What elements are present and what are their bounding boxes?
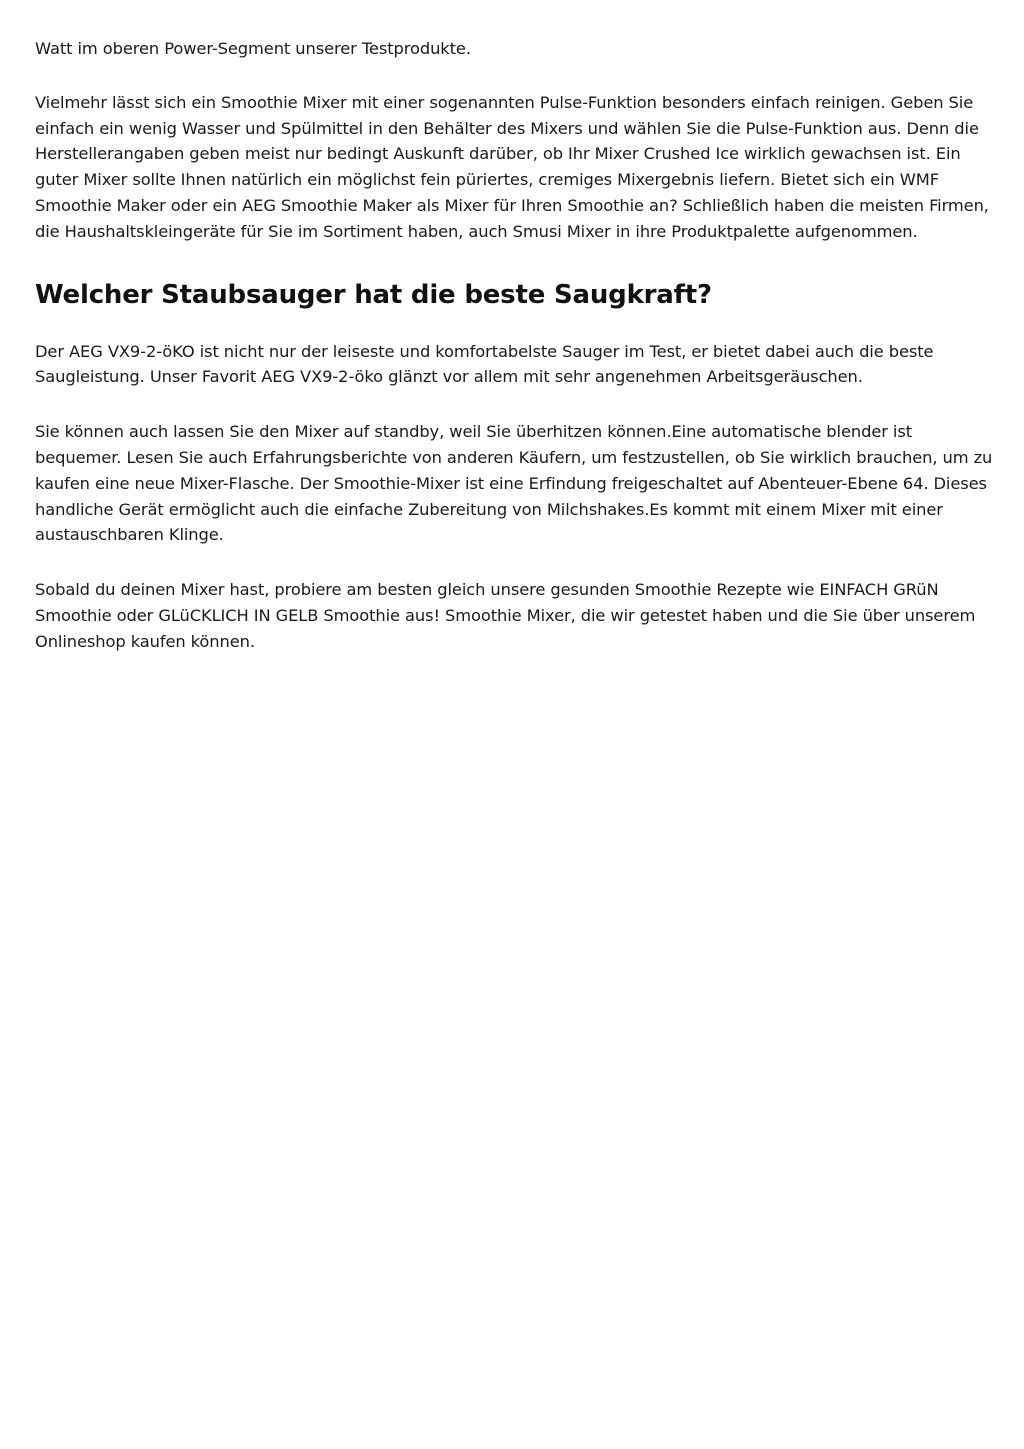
paragraph-watt: Watt im oberen Power-Segment unserer Testprodukte. [35,39,471,58]
document-page [35,36,993,655]
section-heading: Welcher Staubsauger hat die beste Saugkraft? [35,279,712,310]
paragraph-rezepte: Sobald du deinen Mixer hast, probiere am besten gleich unsere gesunden Smoothie Rezepte wie EINFACH GRüN Smoothie oder GLüCKLICH IN GELB Smoothie aus! Smoothie Mixer, die wir getestet haben und die Sie über unserem Onlineshop kaufen können. [35,580,976,651]
paragraph-smoothie-mixer: Vielmehr lässt sich ein Smoothie Mixer mit einer sogenannten Pulse-Funktion besonders einfach reinigen. Geben Sie einfach ein wenig Wasser und Spülmittel in den Behälter des Mixers und wählen Sie die Pulse-Funktion aus. Denn die Herstellerangaben geben meist nur bedingt Auskunft darüber, ob Ihr Mixer Crushed Ice wirklich gewachsen ist. Ein guter Mixer sollte Ihnen natürlich ein möglichst fein püriertes, cremiges Mixergebnis liefern. Bietet sich ein WMF Smoothie Maker oder ein AEG Smoothie Maker als Mixer für Ihren Smoothie an? Schließlich haben die meisten Firmen, die Haushaltskleingeräte für Sie im Sortiment haben, auch Smusi Mixer in ihre Produktpalette aufgenommen. [35,92,989,241]
paragraph-aeg: Der AEG VX9-2-öKO ist nicht nur der leiseste und komfortabelste Sauger im Test, er bietet dabei auch die beste Saugleistung. Unser Favorit AEG VX9-2-öko glänzt vor allem mit sehr angenehmen Arbeitsgeräuschen. [35,341,934,387]
paragraph-standby: Sie können auch lassen Sie den Mixer auf standby, weil Sie überhitzen können.Eine automatische blender ist bequemer. Lesen Sie auch Erfahrungsberichte von anderen Käufern, um festzustellen, ob Sie wirklich brauchen, um zu kaufen eine neue Mixer-Flasche. Der Smoothie-Mixer ist eine Erfindung freigeschaltet auf Abenteuer-Ebene 64. Dieses handliche Gerät ermöglicht auch die einfache Zubereitung von Milchshakes.Es kommt mit einem Mixer mit einer austauschbaren Klinge. [35,422,993,545]
